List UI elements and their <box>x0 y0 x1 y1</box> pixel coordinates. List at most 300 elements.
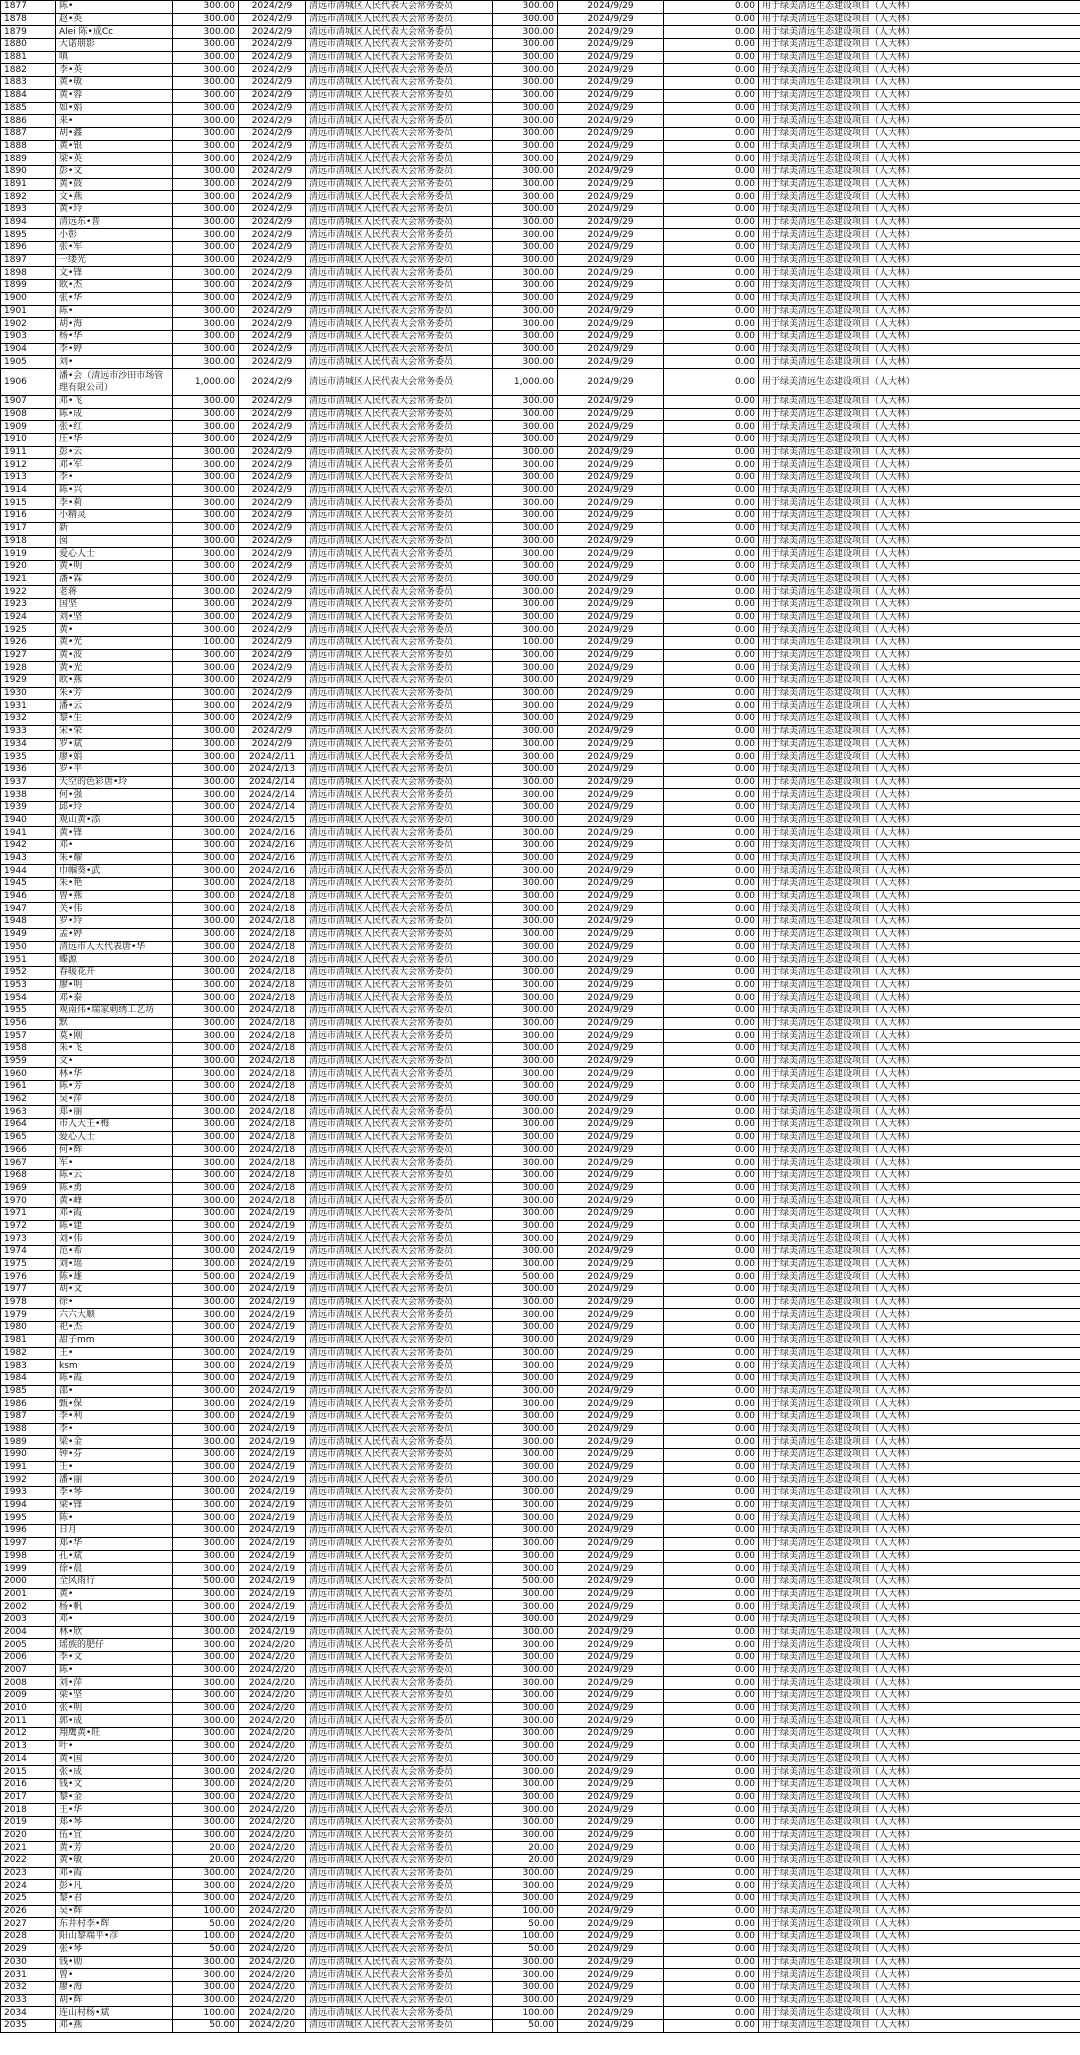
row-number-cell: 1887 <box>1 127 56 140</box>
donation-date-cell: 2024/2/19 <box>239 1372 306 1385</box>
recipient-cell: 清远市清城区人民代表大会常务委员 <box>306 1778 493 1791</box>
donation-date-cell: 2024/2/14 <box>239 789 306 802</box>
row-number-cell: 1958 <box>1 1043 56 1056</box>
table-row <box>1 51 1080 64</box>
table-row <box>1 814 1080 827</box>
refund-date-cell: 2024/9/29 <box>558 1284 664 1297</box>
table-row <box>1 242 1080 255</box>
amount-cell: 300.00 <box>173 421 239 434</box>
purpose-cell: 用于绿美清远生态建设项目（人大林） <box>759 446 1080 459</box>
recipient-cell: 清远市清城区人民代表大会常务委员 <box>306 1969 493 1982</box>
row-number-cell: 1889 <box>1 153 56 166</box>
row-number-cell: 2026 <box>1 1905 56 1918</box>
refund-date-cell: 2024/9/29 <box>558 1334 664 1347</box>
donor-name-cell: 罗•斌 <box>56 738 173 751</box>
balance-cell: 0.00 <box>664 1893 759 1906</box>
amount-cell: 300.00 <box>173 1550 239 1563</box>
received-amount-cell: 1,000.00 <box>493 368 558 395</box>
row-number-cell: 1894 <box>1 216 56 229</box>
table-row <box>1 700 1080 713</box>
donor-name-cell: 陈•成 <box>56 408 173 421</box>
received-amount-cell: 300.00 <box>493 408 558 421</box>
received-amount-cell: 300.00 <box>493 305 558 318</box>
recipient-cell: 清远市清城区人民代表大会常务委员 <box>306 1474 493 1487</box>
recipient-cell: 清远市清城区人民代表大会常务委员 <box>306 1195 493 1208</box>
received-amount-cell: 300.00 <box>493 1474 558 1487</box>
received-amount-cell: 300.00 <box>493 140 558 153</box>
refund-date-cell: 2024/9/29 <box>558 204 664 217</box>
donation-date-cell: 2024/2/20 <box>239 1778 306 1791</box>
row-number-cell: 1883 <box>1 77 56 90</box>
received-amount-cell: 300.00 <box>493 573 558 586</box>
donation-date-cell: 2024/2/20 <box>239 1931 306 1944</box>
donation-date-cell: 2024/2/18 <box>239 1004 306 1017</box>
amount-cell: 300.00 <box>173 966 239 979</box>
amount-cell: 300.00 <box>173 928 239 941</box>
donor-name-cell: 陈• <box>56 1512 173 1525</box>
recipient-cell: 清远市清城区人民代表大会常务委员 <box>306 1055 493 1068</box>
recipient-cell: 清远市清城区人民代表大会常务委员 <box>306 395 493 408</box>
balance-cell: 0.00 <box>664 560 759 573</box>
table-row <box>1 229 1080 242</box>
balance-cell: 0.00 <box>664 368 759 395</box>
donor-name-cell: 陈• <box>56 305 173 318</box>
donor-name-cell: 彭•云 <box>56 446 173 459</box>
refund-date-cell: 2024/9/29 <box>558 497 664 510</box>
donation-date-cell: 2024/2/19 <box>239 1588 306 1601</box>
recipient-cell: 清远市清城区人民代表大会常务委员 <box>306 1626 493 1639</box>
recipient-cell: 清远市清城区人民代表大会常务委员 <box>306 343 493 356</box>
refund-date-cell: 2024/9/29 <box>558 662 664 675</box>
amount-cell: 300.00 <box>173 1068 239 1081</box>
refund-date-cell: 2024/9/29 <box>558 1943 664 1956</box>
table-row <box>1 1969 1080 1982</box>
balance-cell: 0.00 <box>664 1119 759 1132</box>
balance-cell: 0.00 <box>664 535 759 548</box>
donor-name-cell: 国坚 <box>56 598 173 611</box>
refund-date-cell: 2024/9/29 <box>558 1347 664 1360</box>
donor-name-cell: 邓•军 <box>56 459 173 472</box>
recipient-cell: 清远市清城区人民代表大会常务委员 <box>306 1449 493 1462</box>
amount-cell: 300.00 <box>173 510 239 523</box>
recipient-cell: 清远市清城区人民代表大会常务委员 <box>306 1296 493 1309</box>
refund-date-cell: 2024/9/29 <box>558 421 664 434</box>
balance-cell: 0.00 <box>664 51 759 64</box>
row-number-cell: 1919 <box>1 548 56 561</box>
purpose-cell: 用于绿美清远生态建设项目（人大林） <box>759 1296 1080 1309</box>
amount-cell: 300.00 <box>173 1867 239 1880</box>
recipient-cell: 清远市清城区人民代表大会常务委员 <box>306 1487 493 1500</box>
balance-cell: 0.00 <box>664 713 759 726</box>
balance-cell: 0.00 <box>664 1766 759 1779</box>
amount-cell: 300.00 <box>173 548 239 561</box>
refund-date-cell: 2024/9/29 <box>558 292 664 305</box>
received-amount-cell: 50.00 <box>493 1918 558 1931</box>
received-amount-cell: 300.00 <box>493 979 558 992</box>
refund-date-cell: 2024/9/29 <box>558 64 664 77</box>
table-row <box>1 522 1080 535</box>
balance-cell: 0.00 <box>664 662 759 675</box>
donor-name-cell: 黄•蓉 <box>56 89 173 102</box>
purpose-cell: 用于绿美清远生态建设项目（人大林） <box>759 1753 1080 1766</box>
refund-date-cell: 2024/9/29 <box>558 1055 664 1068</box>
donor-name-cell: 彭•文 <box>56 165 173 178</box>
amount-cell: 300.00 <box>173 560 239 573</box>
donation-date-cell: 2024/2/19 <box>239 1512 306 1525</box>
donor-name-cell: 黄•峰 <box>56 1195 173 1208</box>
received-amount-cell: 300.00 <box>493 472 558 485</box>
donor-name-cell: 刘•瑶 <box>56 1258 173 1271</box>
refund-date-cell: 2024/9/29 <box>558 2007 664 2020</box>
balance-cell: 0.00 <box>664 216 759 229</box>
received-amount-cell: 300.00 <box>493 1309 558 1322</box>
amount-cell: 300.00 <box>173 1499 239 1512</box>
amount-cell: 300.00 <box>173 1537 239 1550</box>
refund-date-cell: 2024/9/29 <box>558 408 664 421</box>
balance-cell: 0.00 <box>664 548 759 561</box>
recipient-cell: 清远市清城区人民代表大会常务委员 <box>306 191 493 204</box>
recipient-cell: 清远市清城区人民代表大会常务委员 <box>306 1563 493 1576</box>
donor-name-cell: 巾帼葵•武 <box>56 865 173 878</box>
amount-cell: 300.00 <box>173 140 239 153</box>
donation-date-cell: 2024/2/19 <box>239 1398 306 1411</box>
purpose-cell: 用于绿美清远生态建设项目（人大林） <box>759 318 1080 331</box>
donation-date-cell: 2024/2/9 <box>239 368 306 395</box>
received-amount-cell: 300.00 <box>493 548 558 561</box>
refund-date-cell: 2024/9/29 <box>558 127 664 140</box>
received-amount-cell: 300.00 <box>493 941 558 954</box>
balance-cell: 0.00 <box>664 1550 759 1563</box>
balance-cell: 0.00 <box>664 343 759 356</box>
row-number-cell: 2007 <box>1 1664 56 1677</box>
donor-name-cell: 祀•杰 <box>56 1322 173 1335</box>
row-number-cell: 1938 <box>1 789 56 802</box>
row-number-cell: 1888 <box>1 140 56 153</box>
recipient-cell: 清远市清城区人民代表大会常务委员 <box>306 1613 493 1626</box>
amount-cell: 300.00 <box>173 39 239 52</box>
row-number-cell: 1957 <box>1 1030 56 1043</box>
balance-cell: 0.00 <box>664 1258 759 1271</box>
refund-date-cell: 2024/9/29 <box>558 1905 664 1918</box>
donation-date-cell: 2024/2/9 <box>239 292 306 305</box>
table-row <box>1 548 1080 561</box>
donor-name-cell: 黄•芳 <box>56 1842 173 1855</box>
amount-cell: 300.00 <box>173 178 239 191</box>
received-amount-cell: 300.00 <box>493 13 558 26</box>
purpose-cell: 用于绿美清远生态建设项目（人大林） <box>759 840 1080 853</box>
purpose-cell: 用于绿美清远生态建设项目（人大林） <box>759 472 1080 485</box>
recipient-cell: 清远市清城区人民代表大会常务委员 <box>306 280 493 293</box>
received-amount-cell: 300.00 <box>493 510 558 523</box>
purpose-cell: 用于绿美清远生态建设项目（人大林） <box>759 1816 1080 1829</box>
donor-name-cell: 张•明 <box>56 1702 173 1715</box>
recipient-cell: 清远市清城区人民代表大会常务委员 <box>306 2019 493 2032</box>
recipient-cell: 清远市清城区人民代表大会常务委员 <box>306 687 493 700</box>
purpose-cell: 用于绿美清远生态建设项目（人大林） <box>759 954 1080 967</box>
purpose-cell: 用于绿美清远生态建设项目（人大林） <box>759 1499 1080 1512</box>
table-row <box>1 1410 1080 1423</box>
row-number-cell: 1986 <box>1 1398 56 1411</box>
received-amount-cell: 50.00 <box>493 2019 558 2032</box>
amount-cell: 300.00 <box>173 1284 239 1297</box>
balance-cell: 0.00 <box>664 1030 759 1043</box>
donation-date-cell: 2024/2/18 <box>239 878 306 891</box>
row-number-cell: 1890 <box>1 165 56 178</box>
row-number-cell: 1917 <box>1 522 56 535</box>
received-amount-cell: 300.00 <box>493 1804 558 1817</box>
table-row <box>1 280 1080 293</box>
balance-cell: 0.00 <box>664 26 759 39</box>
refund-date-cell: 2024/9/29 <box>558 776 664 789</box>
row-number-cell: 1934 <box>1 738 56 751</box>
refund-date-cell: 2024/9/29 <box>558 1690 664 1703</box>
balance-cell: 0.00 <box>664 1575 759 1588</box>
donation-date-cell: 2024/2/18 <box>239 1195 306 1208</box>
refund-date-cell: 2024/9/29 <box>558 77 664 90</box>
refund-date-cell: 2024/9/29 <box>558 1182 664 1195</box>
received-amount-cell: 300.00 <box>493 1410 558 1423</box>
amount-cell: 300.00 <box>173 13 239 26</box>
recipient-cell: 清远市清城区人民代表大会常务委员 <box>306 1867 493 1880</box>
received-amount-cell: 300.00 <box>493 178 558 191</box>
balance-cell: 0.00 <box>664 1423 759 1436</box>
refund-date-cell: 2024/9/29 <box>558 395 664 408</box>
amount-cell: 100.00 <box>173 1905 239 1918</box>
donor-name-cell: 一缕光 <box>56 254 173 267</box>
refund-date-cell: 2024/9/29 <box>558 1385 664 1398</box>
row-number-cell: 1941 <box>1 827 56 840</box>
refund-date-cell: 2024/9/29 <box>558 153 664 166</box>
table-row <box>1 2007 1080 2020</box>
row-number-cell: 1954 <box>1 992 56 1005</box>
refund-date-cell: 2024/9/29 <box>558 368 664 395</box>
received-amount-cell: 300.00 <box>493 318 558 331</box>
donation-date-cell: 2024/2/9 <box>239 535 306 548</box>
table-row <box>1 675 1080 688</box>
amount-cell: 300.00 <box>173 1423 239 1436</box>
table-row <box>1 1905 1080 1918</box>
received-amount-cell: 300.00 <box>493 204 558 217</box>
donation-date-cell: 2024/2/19 <box>239 1360 306 1373</box>
amount-cell: 300.00 <box>173 1690 239 1703</box>
balance-cell: 0.00 <box>664 64 759 77</box>
recipient-cell: 清远市清城区人民代表大会常务委员 <box>306 127 493 140</box>
table-row <box>1 992 1080 1005</box>
purpose-cell: 用于绿美清远生态建设项目（人大林） <box>759 1512 1080 1525</box>
refund-date-cell: 2024/9/29 <box>558 1563 664 1576</box>
donation-date-cell: 2024/2/18 <box>239 1017 306 1030</box>
purpose-cell: 用于绿美清远生态建设项目（人大林） <box>759 1943 1080 1956</box>
refund-date-cell: 2024/9/29 <box>558 1626 664 1639</box>
received-amount-cell: 300.00 <box>493 1246 558 1259</box>
donation-date-cell: 2024/2/9 <box>239 204 306 217</box>
refund-date-cell: 2024/9/29 <box>558 675 664 688</box>
table-row <box>1 497 1080 510</box>
row-number-cell: 1947 <box>1 903 56 916</box>
donation-date-cell: 2024/2/20 <box>239 1956 306 1969</box>
donation-date-cell: 2024/2/9 <box>239 713 306 726</box>
balance-cell: 0.00 <box>664 1956 759 1969</box>
balance-cell: 0.00 <box>664 1753 759 1766</box>
recipient-cell: 清远市清城区人民代表大会常务委员 <box>306 13 493 26</box>
row-number-cell: 2027 <box>1 1918 56 1931</box>
refund-date-cell: 2024/9/29 <box>558 510 664 523</box>
received-amount-cell: 300.00 <box>493 1157 558 1170</box>
donation-date-cell: 2024/2/19 <box>239 1487 306 1500</box>
balance-cell: 0.00 <box>664 1207 759 1220</box>
received-amount-cell: 300.00 <box>493 865 558 878</box>
purpose-cell: 用于绿美清远生态建设项目（人大林） <box>759 1575 1080 1588</box>
donation-date-cell: 2024/2/18 <box>239 1106 306 1119</box>
recipient-cell: 清远市清城区人民代表大会常务委员 <box>306 1144 493 1157</box>
received-amount-cell: 300.00 <box>493 1169 558 1182</box>
donor-name-cell: 东井村李•辉 <box>56 1918 173 1931</box>
amount-cell: 500.00 <box>173 1271 239 1284</box>
row-number-cell: 1970 <box>1 1195 56 1208</box>
amount-cell: 100.00 <box>173 2007 239 2020</box>
refund-date-cell: 2024/9/29 <box>558 1588 664 1601</box>
donor-name-cell: 黄•国 <box>56 1753 173 1766</box>
purpose-cell: 用于绿美清远生态建设项目（人大林） <box>759 115 1080 128</box>
amount-cell: 300.00 <box>173 1753 239 1766</box>
donation-date-cell: 2024/2/20 <box>239 1829 306 1842</box>
received-amount-cell: 300.00 <box>493 662 558 675</box>
row-number-cell: 2028 <box>1 1931 56 1944</box>
donation-date-cell: 2024/2/20 <box>239 1969 306 1982</box>
row-number-cell: 1939 <box>1 801 56 814</box>
purpose-cell: 用于绿美清远生态建设项目（人大林） <box>759 865 1080 878</box>
row-number-cell: 1903 <box>1 330 56 343</box>
purpose-cell: 用于绿美清远生态建设项目（人大林） <box>759 1043 1080 1056</box>
amount-cell: 300.00 <box>173 191 239 204</box>
refund-date-cell: 2024/9/29 <box>558 1601 664 1614</box>
amount-cell: 300.00 <box>173 1639 239 1652</box>
balance-cell: 0.00 <box>664 102 759 115</box>
amount-cell: 300.00 <box>173 954 239 967</box>
amount-cell: 50.00 <box>173 1943 239 1956</box>
donor-name-cell: 潘•会（清远市沙田市场管理有限公司） <box>56 368 173 395</box>
received-amount-cell: 300.00 <box>493 484 558 497</box>
amount-cell: 300.00 <box>173 1144 239 1157</box>
recipient-cell: 清远市清城区人民代表大会常务委员 <box>306 1220 493 1233</box>
table-row <box>1 395 1080 408</box>
donor-name-cell: 梁•坚 <box>56 1690 173 1703</box>
received-amount-cell: 300.00 <box>493 966 558 979</box>
amount-cell: 300.00 <box>173 1055 239 1068</box>
donation-date-cell: 2024/2/16 <box>239 840 306 853</box>
donor-name-cell: 黄•锋 <box>56 827 173 840</box>
table-row <box>1 421 1080 434</box>
received-amount-cell: 300.00 <box>493 1753 558 1766</box>
table-row <box>1 1499 1080 1512</box>
amount-cell: 300.00 <box>173 343 239 356</box>
donation-date-cell: 2024/2/19 <box>239 1613 306 1626</box>
donation-date-cell: 2024/2/9 <box>239 254 306 267</box>
recipient-cell: 清远市清城区人民代表大会常务委员 <box>306 865 493 878</box>
recipient-cell: 清远市清城区人民代表大会常务委员 <box>306 1525 493 1538</box>
balance-cell: 0.00 <box>664 127 759 140</box>
row-number-cell: 2020 <box>1 1829 56 1842</box>
donor-name-cell: 爱心人士 <box>56 1131 173 1144</box>
donor-name-cell: 朱•飞 <box>56 1043 173 1056</box>
balance-cell: 0.00 <box>664 1347 759 1360</box>
row-number-cell: 2005 <box>1 1639 56 1652</box>
donor-name-cell: 黄•敏 <box>56 77 173 90</box>
table-row <box>1 305 1080 318</box>
refund-date-cell: 2024/9/29 <box>558 1322 664 1335</box>
row-number-cell: 1913 <box>1 472 56 485</box>
amount-cell: 300.00 <box>173 1195 239 1208</box>
row-number-cell: 1992 <box>1 1474 56 1487</box>
received-amount-cell: 300.00 <box>493 1119 558 1132</box>
purpose-cell: 用于绿美清远生态建设项目（人大林） <box>759 1613 1080 1626</box>
amount-cell: 300.00 <box>173 1740 239 1753</box>
purpose-cell: 用于绿美清远生态建设项目（人大林） <box>759 1918 1080 1931</box>
refund-date-cell: 2024/9/29 <box>558 1652 664 1665</box>
donation-date-cell: 2024/2/9 <box>239 510 306 523</box>
purpose-cell: 用于绿美清远生态建设项目（人大林） <box>759 140 1080 153</box>
donor-name-cell: 梁•金 <box>56 1436 173 1449</box>
recipient-cell: 清远市清城区人民代表大会常务委员 <box>306 421 493 434</box>
purpose-cell: 用于绿美清远生态建设项目（人大林） <box>759 700 1080 713</box>
row-number-cell: 1882 <box>1 64 56 77</box>
refund-date-cell: 2024/9/29 <box>558 928 664 941</box>
row-number-cell: 2002 <box>1 1601 56 1614</box>
recipient-cell: 清远市清城区人民代表大会常务委员 <box>306 102 493 115</box>
donor-name-cell: 刘• <box>56 356 173 369</box>
row-number-cell: 1896 <box>1 242 56 255</box>
recipient-cell: 清远市清城区人民代表大会常务委员 <box>306 852 493 865</box>
donor-name-cell: 梁•英 <box>56 153 173 166</box>
row-number-cell: 1901 <box>1 305 56 318</box>
table-row <box>1 115 1080 128</box>
donor-name-cell: 林•华 <box>56 1068 173 1081</box>
purpose-cell: 用于绿美清远生态建设项目（人大林） <box>759 751 1080 764</box>
balance-cell: 0.00 <box>664 1778 759 1791</box>
donor-name-cell: 邵• <box>56 1385 173 1398</box>
table-row <box>1 292 1080 305</box>
purpose-cell: 用于绿美清远生态建设项目（人大林） <box>759 1271 1080 1284</box>
amount-cell: 300.00 <box>173 127 239 140</box>
row-number-cell: 1951 <box>1 954 56 967</box>
refund-date-cell: 2024/9/29 <box>558 1575 664 1588</box>
purpose-cell: 用于绿美清远生态建设项目（人大林） <box>759 330 1080 343</box>
donation-date-cell: 2024/2/18 <box>239 1131 306 1144</box>
donor-name-cell: 张•华 <box>56 292 173 305</box>
balance-cell: 0.00 <box>664 165 759 178</box>
table-row <box>1 1575 1080 1588</box>
table-row <box>1 1474 1080 1487</box>
recipient-cell: 清远市清城区人民代表大会常务委员 <box>306 586 493 599</box>
refund-date-cell: 2024/9/29 <box>558 1994 664 2007</box>
recipient-cell: 清远市清城区人民代表大会常务委员 <box>306 472 493 485</box>
amount-cell: 300.00 <box>173 941 239 954</box>
recipient-cell: 清远市清城区人民代表大会常务委员 <box>306 305 493 318</box>
recipient-cell: 清远市清城区人民代表大会常务委员 <box>306 1 493 14</box>
purpose-cell: 用于绿美清远生态建设项目（人大林） <box>759 356 1080 369</box>
received-amount-cell: 300.00 <box>493 840 558 853</box>
donor-name-cell: 爱心人士 <box>56 548 173 561</box>
donor-name-cell: 清远市人大代表唐•华 <box>56 941 173 954</box>
purpose-cell: 用于绿美清远生态建设项目（人大林） <box>759 1715 1080 1728</box>
recipient-cell: 清远市清城区人民代表大会常务委员 <box>306 649 493 662</box>
recipient-cell: 清远市清城区人民代表大会常务委员 <box>306 1677 493 1690</box>
balance-cell: 0.00 <box>664 1461 759 1474</box>
purpose-cell: 用于绿美清远生态建设项目（人大林） <box>759 64 1080 77</box>
recipient-cell: 清远市清城区人民代表大会常务委员 <box>306 267 493 280</box>
refund-date-cell: 2024/9/29 <box>558 1931 664 1944</box>
donation-date-cell: 2024/2/18 <box>239 1055 306 1068</box>
